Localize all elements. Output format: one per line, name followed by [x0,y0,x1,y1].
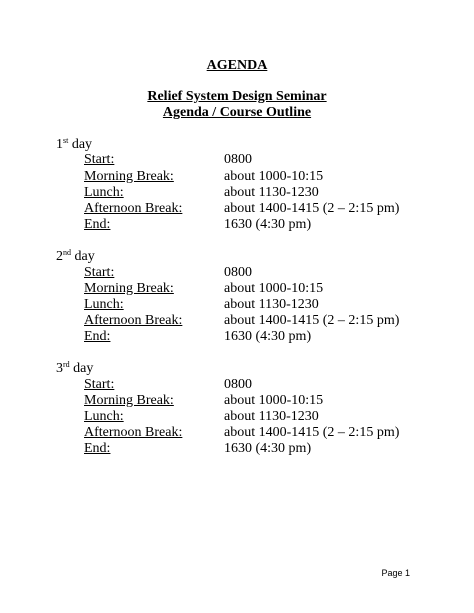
schedule-value: 1630 (4:30 pm) [224,441,312,456]
day-heading-3 [56,361,93,377]
schedule-row-afternoon-break [0,313,474,329]
day-number: 2 [56,249,63,264]
seminar-title: Relief System Design Seminar [147,89,327,104]
schedule-value: 1630 (4:30 pm) [224,217,312,232]
schedule-value: about 1400-1415 (2 – 2:15 pm) [224,425,400,440]
schedule-row-morning-break [0,281,474,297]
schedule-value: 0800 [224,152,252,167]
schedule-row-end [0,441,474,457]
schedule-row-morning-break [0,169,474,185]
schedule-row-start [0,377,474,393]
schedule-row-lunch [0,409,474,425]
schedule-label: Morning Break: [84,393,174,408]
schedule-value: about 1130-1230 [224,185,319,200]
schedule-value: about 1130-1230 [224,297,319,312]
day-heading-2 [56,249,95,265]
document-subtitle: Agenda / Course Outline [162,105,312,120]
schedule-row-lunch [0,185,474,201]
schedule-value: about 1000-10:15 [224,281,324,296]
schedule-value: about 1130-1230 [224,409,319,424]
schedule-label: End: [84,217,111,232]
schedule-label: Lunch: [84,185,124,200]
schedule-label: Start: [84,152,115,167]
schedule-row-end [0,217,474,233]
schedule-row-end [0,329,474,345]
schedule-label: Lunch: [84,297,124,312]
schedule-label: End: [84,441,111,456]
day-ordinal-suffix: rd [63,360,70,369]
schedule-label: Start: [84,377,115,392]
day-number: 1 [56,137,63,152]
schedule-label: Morning Break: [84,169,174,184]
schedule-label: Afternoon Break: [84,201,183,216]
schedule-row-afternoon-break [0,201,474,217]
day-word: day [68,137,93,152]
page-number: Page 1 [381,568,410,578]
schedule-value: 0800 [224,377,252,392]
schedule-value: about 1000-10:15 [224,393,324,408]
day-word: day [69,361,94,376]
schedule-label: Afternoon Break: [84,313,183,328]
schedule-row-start [0,265,474,281]
schedule-row-morning-break [0,393,474,409]
day-heading-1 [56,137,92,153]
schedule-label: Lunch: [84,409,124,424]
schedule-label: Start: [84,265,115,280]
schedule-value: about 1400-1415 (2 – 2:15 pm) [224,313,400,328]
schedule-value: 0800 [224,265,252,280]
schedule-row-afternoon-break [0,425,474,441]
schedule-label: Afternoon Break: [84,425,183,440]
day-ordinal-suffix: nd [63,248,71,257]
schedule-row-start [0,152,474,168]
schedule-value: 1630 (4:30 pm) [224,329,312,344]
document-title: AGENDA [206,58,268,73]
schedule-label: End: [84,329,111,344]
day-ordinal-suffix: st [63,136,69,145]
schedule-value: about 1400-1415 (2 – 2:15 pm) [224,201,400,216]
day-word: day [71,249,95,264]
schedule-label: Morning Break: [84,281,174,296]
schedule-value: about 1000-10:15 [224,169,324,184]
day-number: 3 [56,361,63,376]
schedule-row-lunch [0,297,474,313]
